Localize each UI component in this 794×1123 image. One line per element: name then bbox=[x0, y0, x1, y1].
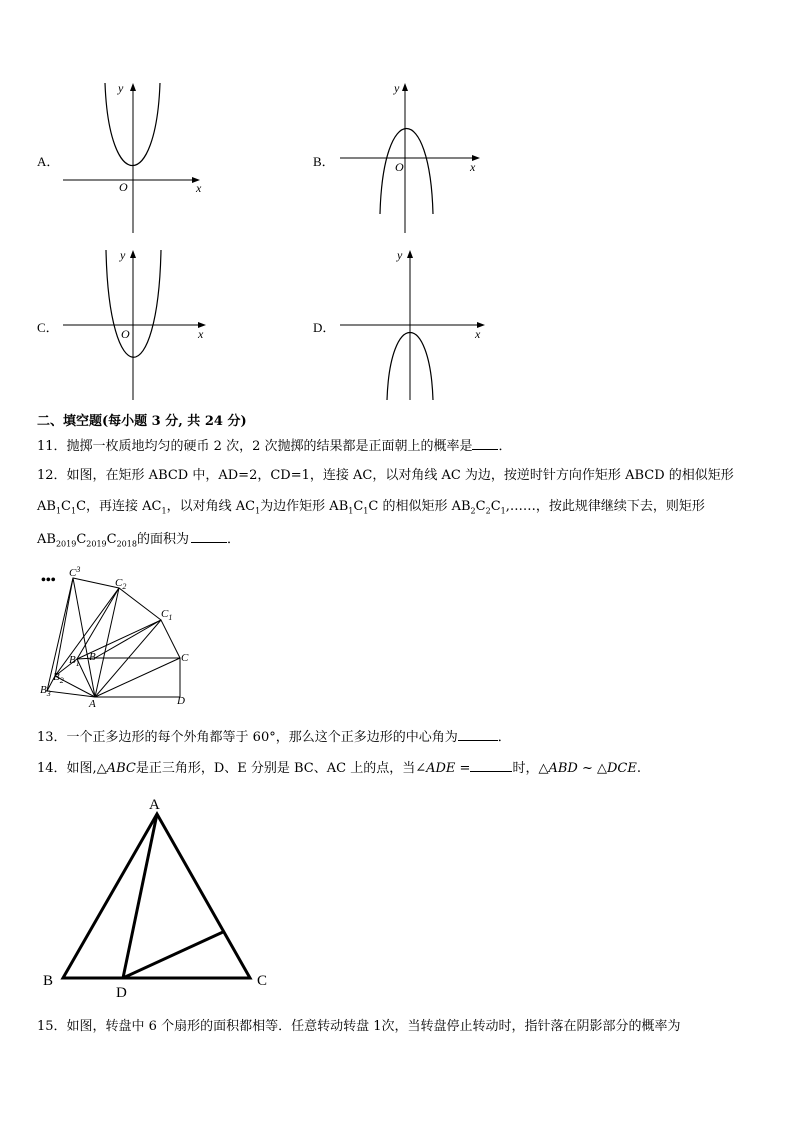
q11-blank bbox=[472, 437, 498, 450]
fig12-label-d: D bbox=[177, 695, 185, 707]
fig14-label-c: C bbox=[257, 973, 268, 989]
fig12-label-b3: $B_3$ bbox=[40, 684, 51, 698]
fig12-label-b: B bbox=[89, 651, 96, 663]
graph-b-y-label: y bbox=[394, 81, 400, 95]
fig12-label-a: A bbox=[89, 698, 96, 710]
option-d-label: D． bbox=[313, 320, 336, 335]
option-a-label: A． bbox=[37, 154, 60, 169]
fig12-label-c2: $C_2$ bbox=[115, 577, 127, 591]
graph-c-x-label: x bbox=[198, 327, 204, 341]
q13-blank bbox=[458, 728, 498, 741]
q14-blank bbox=[470, 759, 512, 772]
graph-a-y-arrow bbox=[130, 83, 136, 91]
figure-12 bbox=[35, 562, 205, 712]
fig12-label-c1: $C_1$ bbox=[161, 608, 173, 622]
fig14-label-d: D bbox=[116, 985, 127, 1001]
section-title: 二、填空题(每小题 3 分, 共 24 分) bbox=[37, 414, 247, 429]
question-12-line1: 12．如图，在矩形 ABCD 中，AD=2，CD=1，连接 AC，以对角线 AC 为边，按逆时针方向作矩形 ABCD 的相似矩形 bbox=[37, 468, 734, 483]
question-11 bbox=[37, 437, 512, 456]
graph-d-x-label: x bbox=[475, 327, 481, 341]
option-b-label: B． bbox=[313, 154, 335, 169]
fig12-seg-bc1 bbox=[95, 620, 161, 658]
graph-a-y-label: y bbox=[118, 81, 124, 95]
graph-b-parabola bbox=[380, 129, 433, 215]
graph-c-y-label: y bbox=[120, 248, 126, 262]
graph-d bbox=[335, 245, 495, 405]
fig12-label-b1: $B_1$ bbox=[69, 654, 80, 668]
option-c-label: C． bbox=[37, 320, 59, 335]
fig14-segment-de bbox=[123, 932, 223, 978]
fig12-diag-ac3 bbox=[73, 578, 95, 697]
q12-blank bbox=[191, 530, 227, 543]
graph-b-origin: O bbox=[395, 160, 404, 174]
fig12-label-c: C bbox=[181, 652, 189, 664]
graph-b bbox=[335, 78, 485, 238]
q13-text: 13．一个正多边形的每个外角都等于 60°，那么这个正多边形的中心角为 bbox=[37, 730, 458, 745]
figure-14 bbox=[35, 790, 285, 1005]
graph-a-origin: O bbox=[119, 180, 128, 194]
fig12-label-b2: $B_2$ bbox=[53, 671, 64, 685]
fig14-label-a: A bbox=[149, 797, 160, 813]
question-15: 15．如图，转盘中 6 个扇形的面积都相等．任意转动转盘 1次，当转盘停止转动时，指针落在阴影部分的概率为 bbox=[37, 1019, 681, 1034]
graph-b-y-arrow bbox=[402, 83, 408, 91]
question-12-line2: $AB_1C_1C$，再连接 $AC_1$，以对角线 $AC_1$为边作矩形 $AB_1C_1C$ 的相似矩形 $AB_2C_2C_1,\dots\dots$，按此规律继续下去，则矩形 bbox=[37, 499, 705, 516]
fig14-triangle-abc bbox=[63, 814, 250, 978]
fig12-label-c3: $C^3$ bbox=[69, 565, 81, 579]
fig14-label-b: B bbox=[43, 973, 54, 989]
question-12-line3: $AB_{2019}C_{2019}C_{2018}$的面积为 ． bbox=[37, 532, 240, 549]
graph-c-y-arrow bbox=[130, 250, 136, 258]
graph-d-y-label: y bbox=[397, 248, 403, 262]
fig12-rect-ab2c2c1 bbox=[55, 588, 161, 697]
fig12-diag-ac bbox=[95, 658, 180, 697]
graph-c-origin: O bbox=[121, 327, 130, 341]
graph-c bbox=[58, 245, 208, 405]
graph-d-y-arrow bbox=[407, 250, 413, 258]
fig12-dots: ••• bbox=[41, 573, 56, 588]
q11-text: 11．抛掷一枚质地均匀的硬币 2 次，2 次抛掷的结果都是正面朝上的概率是 bbox=[37, 439, 473, 454]
question-14: 14．如图,△ABC是正三角形，D、E 分别是 BC、AC 上的点，当∠ADE = 时，△ABD ~ △DCE. bbox=[37, 761, 641, 776]
graph-a bbox=[58, 78, 208, 238]
question-13: 13．一个正多边形的每个外角都等于 60°，那么这个正多边形的中心角为 ． bbox=[37, 730, 511, 745]
graph-a-x-label: x bbox=[196, 181, 202, 195]
graph-b-x-label: x bbox=[470, 160, 476, 174]
fig14-segment-ad bbox=[123, 814, 157, 978]
q11-end: ． bbox=[498, 439, 512, 454]
